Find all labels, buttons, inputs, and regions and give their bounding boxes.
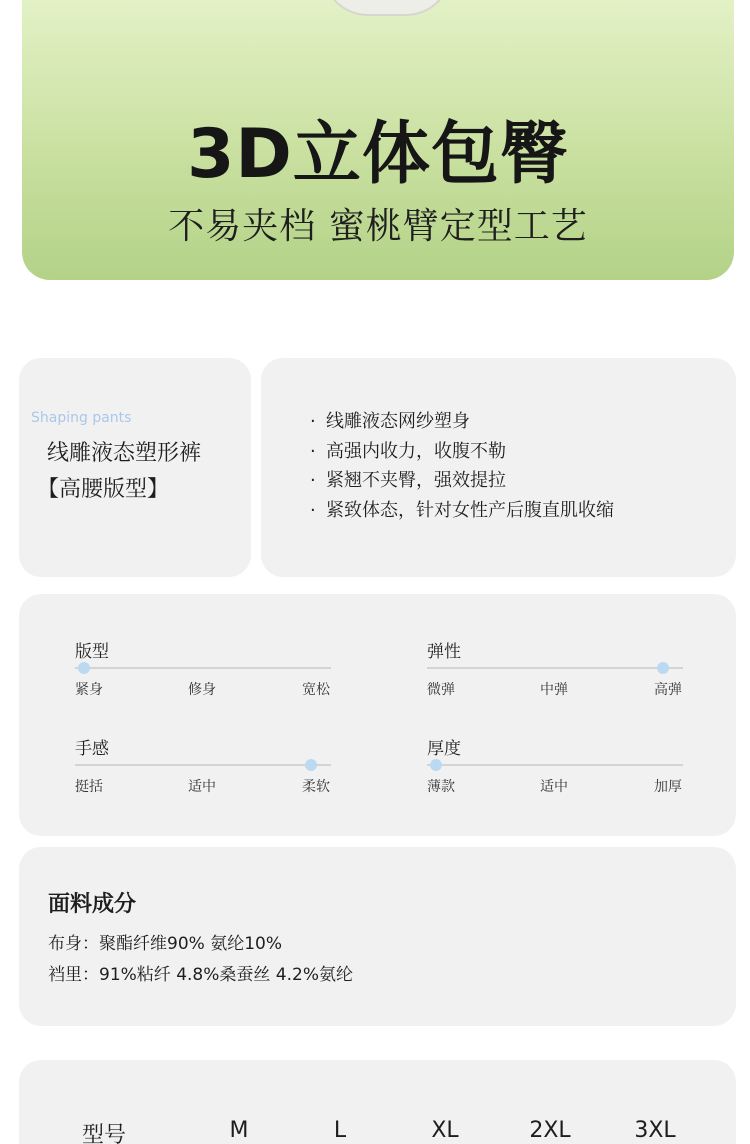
- size-header-cell: L: [333, 1118, 347, 1143]
- attribute-option: 修身: [188, 682, 216, 698]
- attribute-option: 宽松: [302, 682, 330, 698]
- attribute-option: 高弹: [654, 682, 682, 698]
- bullet-icon: ·: [310, 470, 316, 491]
- size-header-cell: 型号: [81, 1123, 127, 1144]
- attribute-track: [427, 667, 683, 669]
- size-header-row: [0, 1118, 750, 1144]
- hero-banner: [22, 0, 734, 280]
- attribute-title: 版型: [75, 642, 109, 662]
- attribute-title: 厚度: [427, 739, 461, 759]
- product-subname: 【高腰版型】: [37, 477, 170, 502]
- attribute-knob: [78, 662, 90, 674]
- attribute-option: 柔软: [302, 779, 330, 795]
- attribute-title: 弹性: [427, 642, 461, 662]
- size-header-cell: 2XL: [529, 1118, 571, 1143]
- attribute-track: [75, 764, 331, 766]
- attribute-card: [19, 594, 736, 836]
- hero-title: 3D立体包臀: [187, 115, 569, 194]
- size-header-cell: 3XL: [634, 1118, 676, 1143]
- fabric-line: 布身：聚酯纤维90% 氨纶10%: [48, 934, 282, 954]
- size-header-cell: XL: [431, 1118, 459, 1143]
- product-image: [322, 0, 452, 16]
- feature-item: · 紧致体态，针对女性产后腹直肌收缩: [310, 496, 614, 526]
- attribute-option: 微弹: [427, 682, 455, 698]
- attribute-title: 手感: [75, 739, 109, 759]
- attribute-knob: [305, 759, 317, 771]
- attribute-track: [75, 667, 331, 669]
- attribute-knob: [430, 759, 442, 771]
- attribute-option: 紧身: [75, 682, 103, 698]
- bullet-icon: ·: [310, 440, 316, 462]
- hero-subtitle: 不易夹档 蜜桃臂定型工艺: [168, 206, 588, 247]
- attribute-option: 薄款: [427, 779, 455, 795]
- attribute-track: [427, 764, 683, 766]
- size-header-cell: M: [229, 1118, 249, 1143]
- feature-item: · 紧翘不夹臀，强效提拉: [310, 466, 614, 496]
- feature-item: · 线雕液态网纱塑身: [310, 407, 614, 437]
- product-en-label: Shaping pants: [31, 410, 132, 426]
- fabric-line: 裆里：91%粘纤 4.8%桑蚕丝 4.2%氨纶: [48, 965, 353, 985]
- feature-item: · 高强内收力，收腹不勒: [310, 437, 614, 467]
- fabric-title: 面料成分: [48, 892, 137, 917]
- attribute-option: 挺括: [75, 779, 103, 795]
- feature-list: [310, 407, 614, 525]
- attribute-option: 适中: [540, 779, 568, 795]
- product-name: 线雕液态塑形裤: [47, 441, 202, 466]
- attribute-option: 加厚: [654, 779, 682, 795]
- bullet-icon: ·: [310, 499, 316, 521]
- attribute-option: 适中: [188, 779, 216, 795]
- attribute-option: 中弹: [540, 682, 568, 698]
- bullet-icon: ·: [310, 411, 316, 432]
- attribute-knob: [657, 662, 669, 674]
